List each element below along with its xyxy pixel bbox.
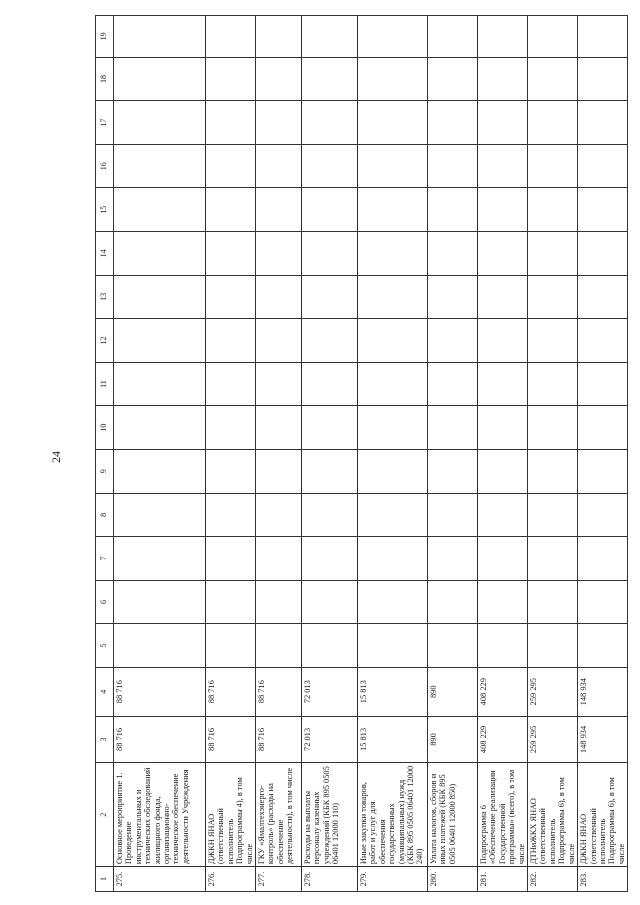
value-col-3: 890 [428,716,478,763]
empty-cell [206,101,256,145]
empty-cell [206,537,256,581]
empty-cell [206,624,256,668]
empty-cell [428,449,478,493]
empty-cell [256,188,302,232]
row-number: 281. [478,867,528,892]
column-header: 17 [96,101,114,145]
empty-cell [256,537,302,581]
empty-cell [114,537,206,581]
empty-cell [428,188,478,232]
empty-cell [302,188,358,232]
empty-cell [114,232,206,276]
empty-cell [206,319,256,363]
empty-cell [428,624,478,668]
empty-cell [302,144,358,188]
empty-cell [256,232,302,276]
empty-cell [578,406,628,450]
empty-cell [302,493,358,537]
row-number: 277. [256,867,302,892]
row-number: 280. [428,867,478,892]
empty-cell [478,57,528,101]
empty-cell [478,275,528,319]
column-header: 16 [96,144,114,188]
value-col-3: 88 716 [256,716,302,763]
empty-cell [256,406,302,450]
empty-cell [206,580,256,624]
empty-cell [478,101,528,145]
value-col-3: 72 013 [302,716,358,763]
empty-cell [256,319,302,363]
empty-cell [358,406,428,450]
table-row [358,16,428,892]
empty-cell [478,449,528,493]
table-row [428,16,478,892]
empty-cell [358,537,428,581]
empty-cell [578,57,628,101]
empty-cell [358,493,428,537]
empty-cell [578,493,628,537]
empty-cell [302,101,358,145]
table-row [114,16,206,892]
value-col-3: 259 295 [528,716,578,763]
empty-cell [302,275,358,319]
empty-cell [206,188,256,232]
empty-cell [302,624,358,668]
row-name: ДТНиЖКХ ЯНАО (ответственный исполнитель Подпрограммы 6), в том числе [528,763,578,867]
empty-cell [302,537,358,581]
table-row [206,16,256,892]
value-col-4: 72 013 [302,667,358,716]
empty-cell [578,537,628,581]
table-row [478,16,528,892]
table-row [256,16,302,892]
empty-cell [478,537,528,581]
empty-cell [256,144,302,188]
row-name: Уплата налогов, сборов и иных платежей (КБК 895 0505 06401 12000 850) [428,763,478,867]
empty-cell [528,624,578,668]
row-name: Подпрограмма 6 «Обеспечение реализации Государственной программы» (всего), в том числе [478,763,528,867]
empty-cell [528,493,578,537]
column-header: 19 [96,16,114,58]
empty-cell [478,319,528,363]
value-col-3: 88 716 [114,716,206,763]
empty-cell [114,406,206,450]
empty-cell [358,57,428,101]
empty-cell [528,319,578,363]
empty-cell [114,580,206,624]
empty-cell [428,493,478,537]
empty-cell [114,144,206,188]
column-header: 5 [96,624,114,668]
empty-cell [358,362,428,406]
value-col-3: 148 934 [578,716,628,763]
column-header: 7 [96,537,114,581]
empty-cell [428,16,478,58]
empty-cell [528,406,578,450]
column-header: 3 [96,716,114,763]
empty-cell [528,16,578,58]
empty-cell [428,275,478,319]
empty-cell [428,319,478,363]
empty-cell [528,580,578,624]
value-col-3: 15 813 [358,716,428,763]
table-row [528,16,578,892]
empty-cell [528,449,578,493]
value-col-4: 15 813 [358,667,428,716]
empty-cell [428,362,478,406]
empty-cell [256,101,302,145]
empty-cell [256,624,302,668]
empty-cell [428,57,478,101]
empty-cell [578,144,628,188]
empty-cell [528,275,578,319]
empty-cell [358,624,428,668]
empty-cell [578,232,628,276]
budget-table [95,15,628,892]
empty-cell [528,144,578,188]
row-name: ДЖКН ЯНАО (ответственный исполнитель Подпрограммы 6), в том числе [578,763,628,867]
empty-cell [256,580,302,624]
row-number: 275. [114,867,206,892]
empty-cell [428,580,478,624]
empty-cell [302,406,358,450]
empty-cell [206,232,256,276]
empty-cell [302,232,358,276]
column-header: 4 [96,667,114,716]
value-col-4: 148 934 [578,667,628,716]
value-col-4: 88 716 [206,667,256,716]
value-col-4: 408 229 [478,667,528,716]
empty-cell [206,57,256,101]
value-col-4: 890 [428,667,478,716]
column-header: 18 [96,57,114,101]
empty-cell [302,16,358,58]
empty-cell [578,449,628,493]
empty-cell [528,537,578,581]
column-number-row [96,16,114,892]
row-number: 283. [578,867,628,892]
empty-cell [578,580,628,624]
column-header: 12 [96,319,114,363]
empty-cell [358,319,428,363]
empty-cell [578,188,628,232]
column-header: 8 [96,493,114,537]
empty-cell [206,406,256,450]
empty-cell [358,232,428,276]
empty-cell [578,624,628,668]
empty-cell [114,493,206,537]
empty-cell [206,449,256,493]
empty-cell [428,101,478,145]
empty-cell [206,144,256,188]
empty-cell [478,624,528,668]
empty-cell [114,624,206,668]
empty-cell [528,362,578,406]
row-number: 278. [302,867,358,892]
row-name: ДЖКН ЯНАО (ответственный исполнитель Подпрограммы 4), в том числе [206,763,256,867]
empty-cell [114,275,206,319]
empty-cell [302,319,358,363]
column-header: 1 [96,867,114,892]
row-name: Основное мероприятие 1. Проведение инструментальных и технических обследований жилищного фонда, организационно-техническое обеспечение деятельности Учреждения [114,763,206,867]
empty-cell [358,144,428,188]
row-name: Иные закупки товаров, работ и услуг для обеспечения государственных (муниципальных) нужд (КБК 895 0505 06401 12000 240) [358,763,428,867]
column-header: 10 [96,406,114,450]
empty-cell [478,493,528,537]
empty-cell [578,362,628,406]
empty-cell [302,362,358,406]
empty-cell [114,449,206,493]
column-header: 6 [96,580,114,624]
row-number: 279. [358,867,428,892]
empty-cell [206,493,256,537]
empty-cell [578,319,628,363]
row-number: 282. [528,867,578,892]
empty-cell [206,362,256,406]
empty-cell [578,101,628,145]
empty-cell [206,275,256,319]
empty-cell [428,144,478,188]
column-header: 2 [96,763,114,867]
empty-cell [302,449,358,493]
empty-cell [478,16,528,58]
empty-cell [114,16,206,58]
empty-cell [256,275,302,319]
column-header: 15 [96,188,114,232]
row-name: Расходы на выплаты персоналу казенных учреждений (КБК 895 0505 06401 12000 110) [302,763,358,867]
empty-cell [358,580,428,624]
table-row [302,16,358,892]
column-header: 14 [96,232,114,276]
empty-cell [478,144,528,188]
empty-cell [358,188,428,232]
empty-cell [428,406,478,450]
empty-cell [256,16,302,58]
empty-cell [478,580,528,624]
table-row [578,16,628,892]
empty-cell [358,16,428,58]
empty-cell [478,362,528,406]
empty-cell [428,232,478,276]
page-number: 24 [49,451,63,463]
empty-cell [114,362,206,406]
value-col-4: 259 295 [528,667,578,716]
empty-cell [206,16,256,58]
table-frame [95,15,626,892]
empty-cell [256,493,302,537]
column-header: 9 [96,449,114,493]
empty-cell [528,232,578,276]
empty-cell [358,101,428,145]
empty-cell [302,57,358,101]
column-header: 11 [96,362,114,406]
value-col-4: 88 716 [256,667,302,716]
empty-cell [528,57,578,101]
value-col-3: 408 229 [478,716,528,763]
row-name: ГКУ «Ямалтехэнерго-контроль» (расходы на обеспечение деятельности), в том числе [256,763,302,867]
empty-cell [256,57,302,101]
column-header: 13 [96,275,114,319]
value-col-3: 88 716 [206,716,256,763]
empty-cell [528,188,578,232]
empty-cell [578,275,628,319]
empty-cell [256,449,302,493]
value-col-4: 88 716 [114,667,206,716]
empty-cell [302,580,358,624]
empty-cell [528,101,578,145]
empty-cell [114,188,206,232]
empty-cell [256,362,302,406]
empty-cell [478,232,528,276]
empty-cell [114,101,206,145]
empty-cell [114,319,206,363]
row-number: 276. [206,867,256,892]
empty-cell [114,57,206,101]
empty-cell [478,406,528,450]
empty-cell [428,537,478,581]
empty-cell [358,275,428,319]
empty-cell [578,16,628,58]
empty-cell [358,449,428,493]
rotated-table-wrapper [95,15,626,892]
empty-cell [478,188,528,232]
